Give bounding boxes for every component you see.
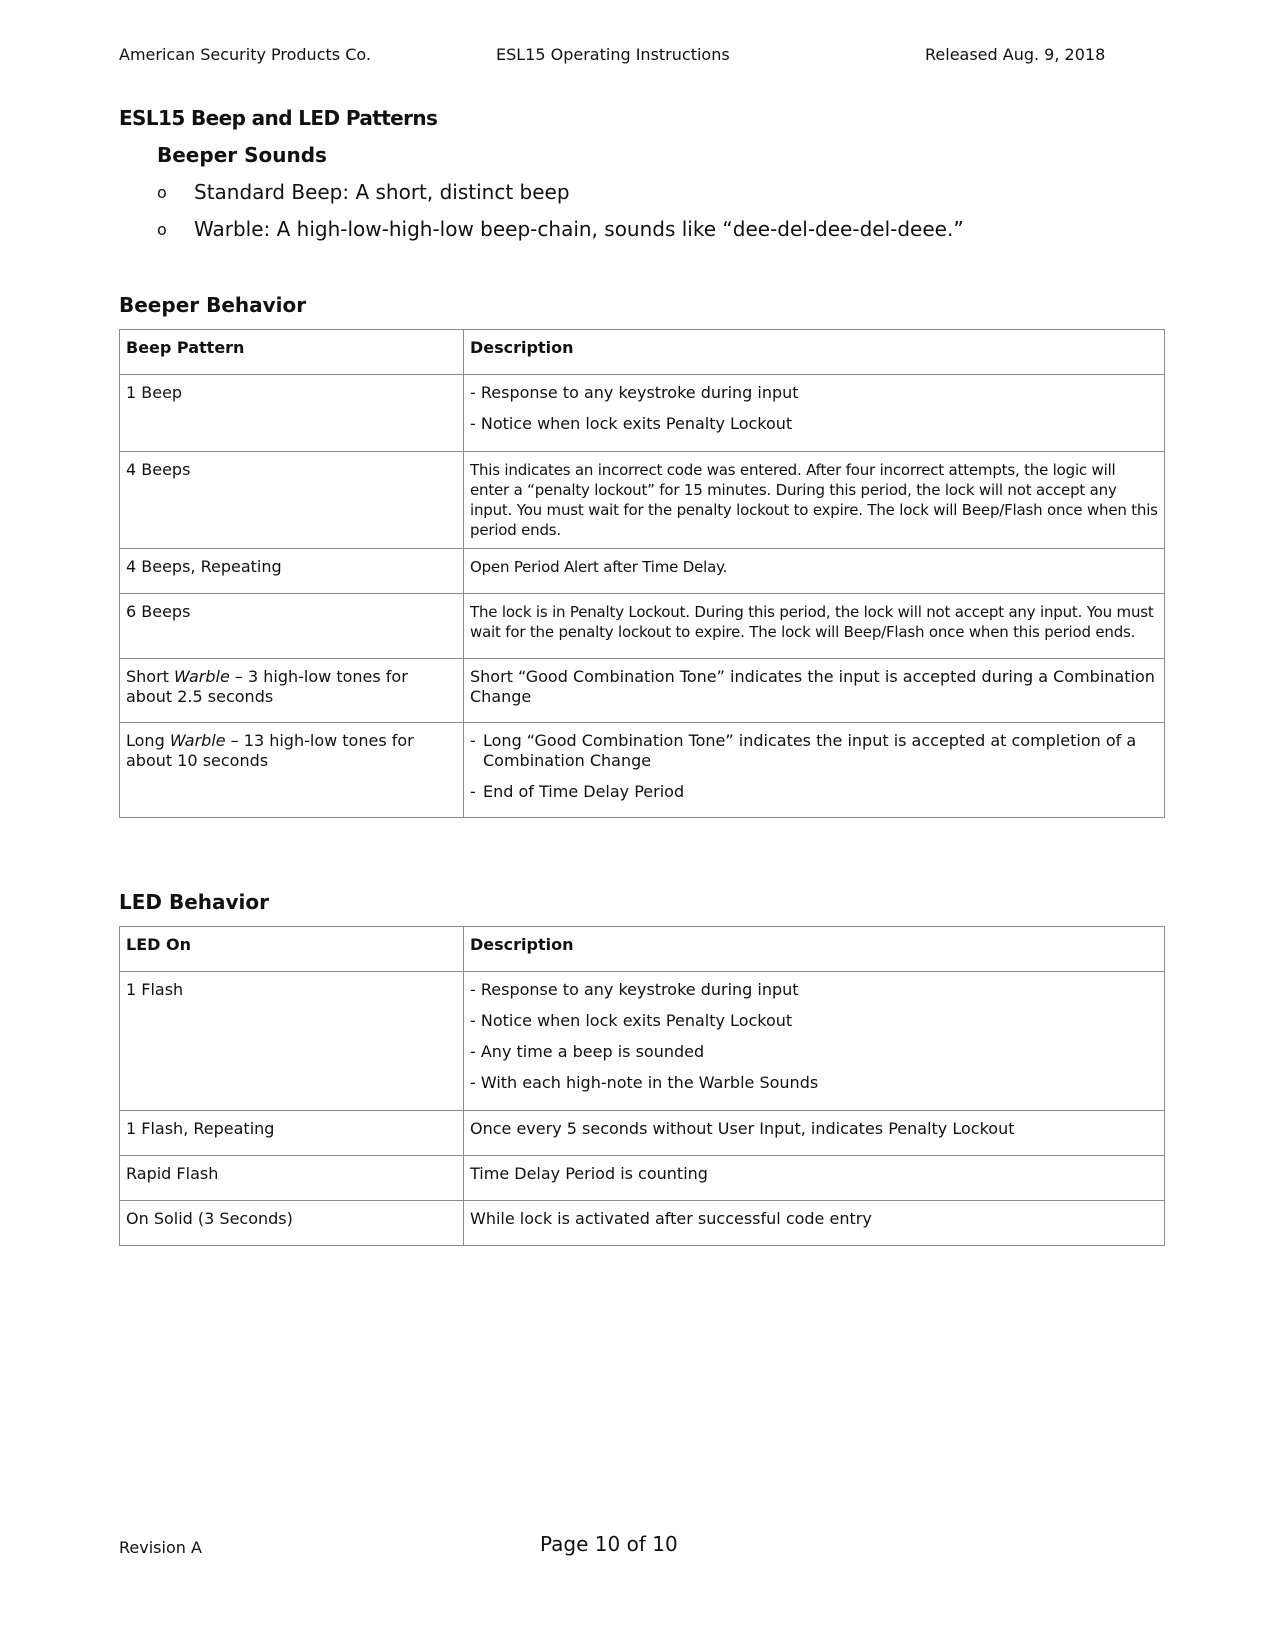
description-cell — [464, 375, 1165, 452]
pattern-suffix: – 13 high-low tones for about 10 seconds — [126, 731, 414, 770]
description-cell — [464, 972, 1165, 1111]
bullet-circle-icon: o — [157, 220, 167, 239]
description-cell: Once every 5 seconds without User Input, indicates Penalty Lockout — [464, 1111, 1165, 1156]
pattern-prefix: Long — [126, 731, 170, 750]
list-item — [157, 180, 964, 217]
bullet-circle-icon: o — [157, 183, 167, 202]
description-cell: The lock is in Penalty Lockout. During this period, the lock will not accept any input. You must wait for the penalty lockout to expire. The lock will Beep/Flash once when this period ends. — [464, 594, 1165, 659]
footer-revision: Revision A — [119, 1538, 202, 1557]
beep-pattern-cell: 4 Beeps — [120, 452, 464, 549]
table-row — [120, 723, 1165, 818]
description-line: - Notice when lock exits Penalty Lockout — [470, 1011, 793, 1030]
footer-page-number: Page 10 of 10 — [540, 1532, 678, 1556]
description-line: - End of Time Delay Period — [470, 782, 685, 801]
led-pattern-cell: 1 Flash — [120, 972, 464, 1111]
pattern-emphasis: Warble — [174, 667, 230, 686]
led-pattern-cell: On Solid (3 Seconds) — [120, 1201, 464, 1246]
pattern-prefix: Short — [126, 667, 175, 686]
table-row — [120, 972, 1165, 1111]
list-item-text: Warble: A high-low-high-low beep-chain, sounds like “dee-del-dee-del-deee.” — [194, 217, 964, 241]
table-row — [120, 375, 1165, 452]
list-item-text: Standard Beep: A short, distinct beep — [194, 180, 570, 204]
description-line-text: End of Time Delay Period — [483, 782, 685, 801]
column-header-description: Description — [464, 927, 1165, 972]
description-line: - Notice when lock exits Penalty Lockout — [470, 414, 793, 433]
table-header-row — [120, 927, 1165, 972]
beep-pattern-cell — [120, 723, 464, 818]
description-line: - Response to any keystroke during input — [470, 980, 799, 999]
beeper-behavior-heading: Beeper Behavior — [119, 293, 307, 317]
table-row — [120, 452, 1165, 549]
description-line: - Any time a beep is sounded — [470, 1042, 705, 1061]
table-row — [120, 1156, 1165, 1201]
description-line-text: Long “Good Combination Tone” indicates the input is accepted at completion of a Combination Change — [483, 731, 1137, 770]
led-behavior-heading: LED Behavior — [119, 890, 270, 914]
page-title: ESL15 Beep and LED Patterns — [119, 106, 438, 130]
beeper-sounds-heading: Beeper Sounds — [157, 143, 327, 167]
table-row — [120, 594, 1165, 659]
column-header-description: Description — [464, 330, 1165, 375]
table-row — [120, 1201, 1165, 1246]
beeper-behavior-table — [119, 329, 1165, 818]
beep-pattern-cell — [120, 659, 464, 723]
beep-pattern-cell: 1 Beep — [120, 375, 464, 452]
column-header-beep-pattern: Beep Pattern — [120, 330, 464, 375]
description-cell: While lock is activated after successful code entry — [464, 1201, 1165, 1246]
beeper-sounds-list — [157, 180, 964, 254]
description-cell: Time Delay Period is counting — [464, 1156, 1165, 1201]
header-doc-title: ESL15 Operating Instructions — [496, 45, 730, 64]
led-pattern-cell: Rapid Flash — [120, 1156, 464, 1201]
pattern-suffix: – 3 high-low tones for about 2.5 seconds — [126, 667, 408, 706]
list-item — [157, 217, 964, 254]
description-cell: Open Period Alert after Time Delay. — [464, 549, 1165, 594]
beep-pattern-cell: 6 Beeps — [120, 594, 464, 659]
table-row — [120, 1111, 1165, 1156]
description-line: - Long “Good Combination Tone” indicates the input is accepted at completion of a Combination Change — [470, 731, 1158, 771]
beep-pattern-cell: 4 Beeps, Repeating — [120, 549, 464, 594]
table-row — [120, 659, 1165, 723]
description-cell — [464, 723, 1165, 818]
table-row — [120, 549, 1165, 594]
table-header-row — [120, 330, 1165, 375]
header-company: American Security Products Co. — [119, 45, 371, 64]
description-cell: Short “Good Combination Tone” indicates the input is accepted during a Combination Change — [464, 659, 1165, 723]
description-line: - With each high-note in the Warble Sounds — [470, 1073, 819, 1092]
column-header-led-on: LED On — [120, 927, 464, 972]
description-cell: This indicates an incorrect code was entered. After four incorrect attempts, the logic will enter a “penalty lockout” for 15 minutes. During this period, the lock will not accept any input. You must wait for the penalty lockout to expire. The lock will Beep/Flash once when this period ends. — [464, 452, 1165, 549]
led-pattern-cell: 1 Flash, Repeating — [120, 1111, 464, 1156]
header-release-date: Released Aug. 9, 2018 — [925, 45, 1106, 64]
description-line: - Response to any keystroke during input — [470, 383, 799, 402]
pattern-emphasis: Warble — [169, 731, 226, 750]
led-behavior-table — [119, 926, 1165, 1246]
